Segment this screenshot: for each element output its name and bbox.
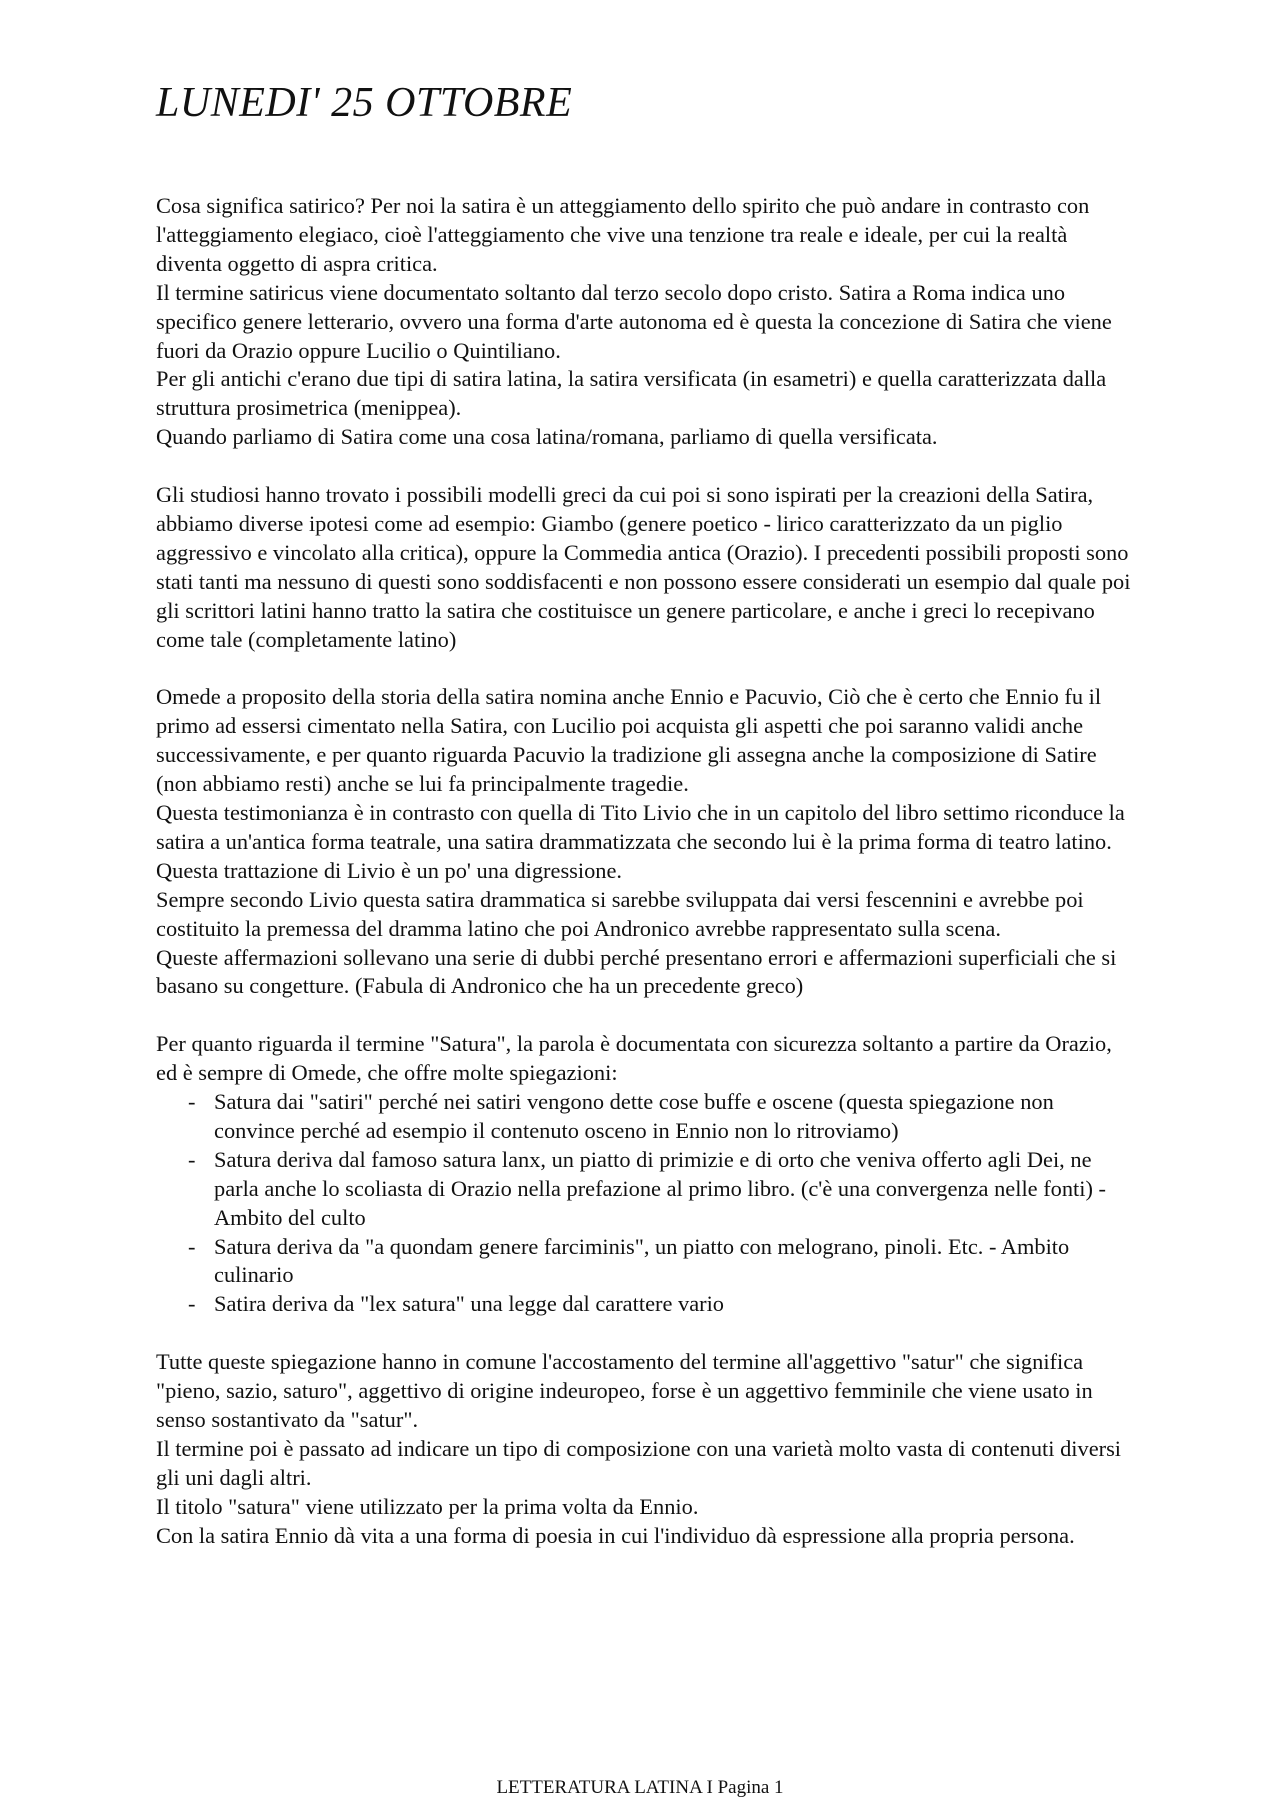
list-item-text: Satura deriva dal famoso satura lanx, un piatto di primizie e di orto che veniva offerto agli Dei, ne parla anche lo scoliasta di Orazio nella prefazione al primo libro. (c'è una convergenza nelle fonti) - Ambito del culto — [214, 1146, 1107, 1230]
list-item-text: Satura deriva da "a quondam genere farciminis", un piatto con melograno, pinoli. Etc. - Ambito culinario — [214, 1233, 1070, 1288]
bullet-dash: - — [188, 1089, 196, 1115]
section-history-of-satire — [156, 683, 1136, 1001]
section-greek-models — [156, 481, 1136, 654]
paragraph: Quando parliamo di Satira come una cosa latina/romana, parliamo di quella versificata. — [156, 424, 938, 450]
paragraph: Il titolo "satura" viene utilizzato per la prima volta da Ennio. — [156, 1493, 699, 1519]
paragraph: Per gli antichi c'erano due tipi di satira latina, la satira versificata (in esametri) e quella caratterizzata dalla struttura prosimetrica (menippea). — [156, 366, 1107, 421]
section-satirico-definition — [156, 192, 1136, 452]
paragraph: Gli studiosi hanno trovato i possibili modelli greci da cui poi si sono ispirati per la creazioni della Satira, abbiamo diverse ipotesi come ad esempio: Giambo (genere poetico - lirico caratterizzato da un piglio aggressivo e vincolato alla critica), oppure la Commedia antica (Orazio). I precedenti possibili proposti sono stati tanti ma nessuno di questi sono soddisfacenti e non possono essere considerati un esempio dal quale poi gli scrittori latini hanno tratto la satira che costituisce un genere particolare, e anche i greci lo recepivano come tale (completamente latino) — [156, 482, 1131, 652]
paragraph-gap — [156, 1001, 1136, 1030]
list-item — [156, 1290, 1136, 1319]
paragraph: Per quanto riguarda il termine "Satura", la parola è documentata con sicurezza soltanto a partire da Orazio, ed è sempre di Omede, che offre molte spiegazioni: — [156, 1031, 1112, 1086]
paragraph: Con la satira Ennio dà vita a una forma di poesia in cui l'individuo dà espressione alla propria persona. — [156, 1522, 1075, 1548]
paragraph-gap — [156, 654, 1136, 683]
paragraph: Tutte queste spiegazione hanno in comune l'accostamento del termine all'aggettivo "satur" che significa "pieno, sazio, saturo", aggettivo di origine indeuropeo, forse è un aggettivo femminile che viene usato in senso sostantivato da "satur". — [156, 1349, 1093, 1432]
list-item-text: Satura dai "satiri" perché nei satiri vengono dette cose buffe e oscene (questa spiegazione non convince perché ad esempio il contenuto osceno in Ennio non lo ritroviamo) — [214, 1089, 1054, 1143]
paragraph: Il termine satiricus viene documentato soltanto dal terzo secolo dopo cristo. Satira a Roma indica uno specifico genere letterario, ovvero una forma d'arte autonoma ed è questa la concezione di Satira che viene fuori da Orazio oppure Lucilio o Quintiliano. — [156, 279, 1112, 363]
document-body — [156, 192, 1136, 1551]
paragraph: Sempre secondo Livio questa satira drammatica si sarebbe sviluppata dai versi fescennini e avrebbe poi costituito la premessa del dramma latino che poi Andronico avrebbe rappresentato sulla scena. — [156, 886, 1084, 941]
paragraph-gap — [156, 452, 1136, 481]
bullet-dash: - — [188, 1291, 196, 1317]
paragraph: Cosa significa satirico? Per noi la satira è un atteggiamento dello spirito che può andare in contrasto con l'atteggiamento elegiaco, cioè l'atteggiamento che vive una tenzione tra reale e ideale, per cui la realtà diventa oggetto di aspra critica. — [156, 193, 1090, 276]
section-satura-term — [156, 1030, 1136, 1319]
list-item — [156, 1146, 1136, 1233]
page-title: LUNEDI' 25 OTTOBRE — [156, 80, 573, 126]
section-satur-adjective — [156, 1348, 1136, 1550]
list-item — [156, 1233, 1136, 1291]
paragraph: Omede a proposito della storia della satira nomina anche Ennio e Pacuvio, Ciò che è certo che Ennio fu il primo ad essersi cimentato nella Satira, con Lucilio poi acquista gli aspetti che poi saranno validi anche successivamente, e per quanto riguarda Pacuvio la tradizione gli assegna anche la composizione di Satire (non abbiamo resti) anche se lui fa principalmente tragedie. — [156, 684, 1102, 797]
list-item-text: Satira deriva da "lex satura" una legge dal carattere vario — [214, 1291, 724, 1317]
paragraph: Queste affermazioni sollevano una serie di dubbi perché presentano errori e affermazioni superficiali che si basano su congetture. (Fabula di Andronico che ha un precedente greco) — [156, 944, 1117, 999]
paragraph: Il termine poi è passato ad indicare un tipo di composizione con una varietà molto vasta di contenuti diversi gli uni dagli altri. — [156, 1435, 1122, 1490]
paragraph-gap — [156, 1319, 1136, 1348]
list-item — [156, 1088, 1136, 1146]
explanations-list — [156, 1088, 1136, 1319]
page-footer: LETTERATURA LATINA I Pagina 1 — [496, 1777, 784, 1798]
paragraph: Questa testimonianza è in contrasto con quella di Tito Livio che in un capitolo del libro settimo riconduce la satira a un'antica forma teatrale, una satira drammatizzata che secondo lui è la prima forma di teatro latino. Questa trattazione di Livio è un po' una digressione. — [156, 800, 1125, 883]
bullet-dash: - — [188, 1146, 196, 1172]
bullet-dash: - — [188, 1233, 196, 1259]
